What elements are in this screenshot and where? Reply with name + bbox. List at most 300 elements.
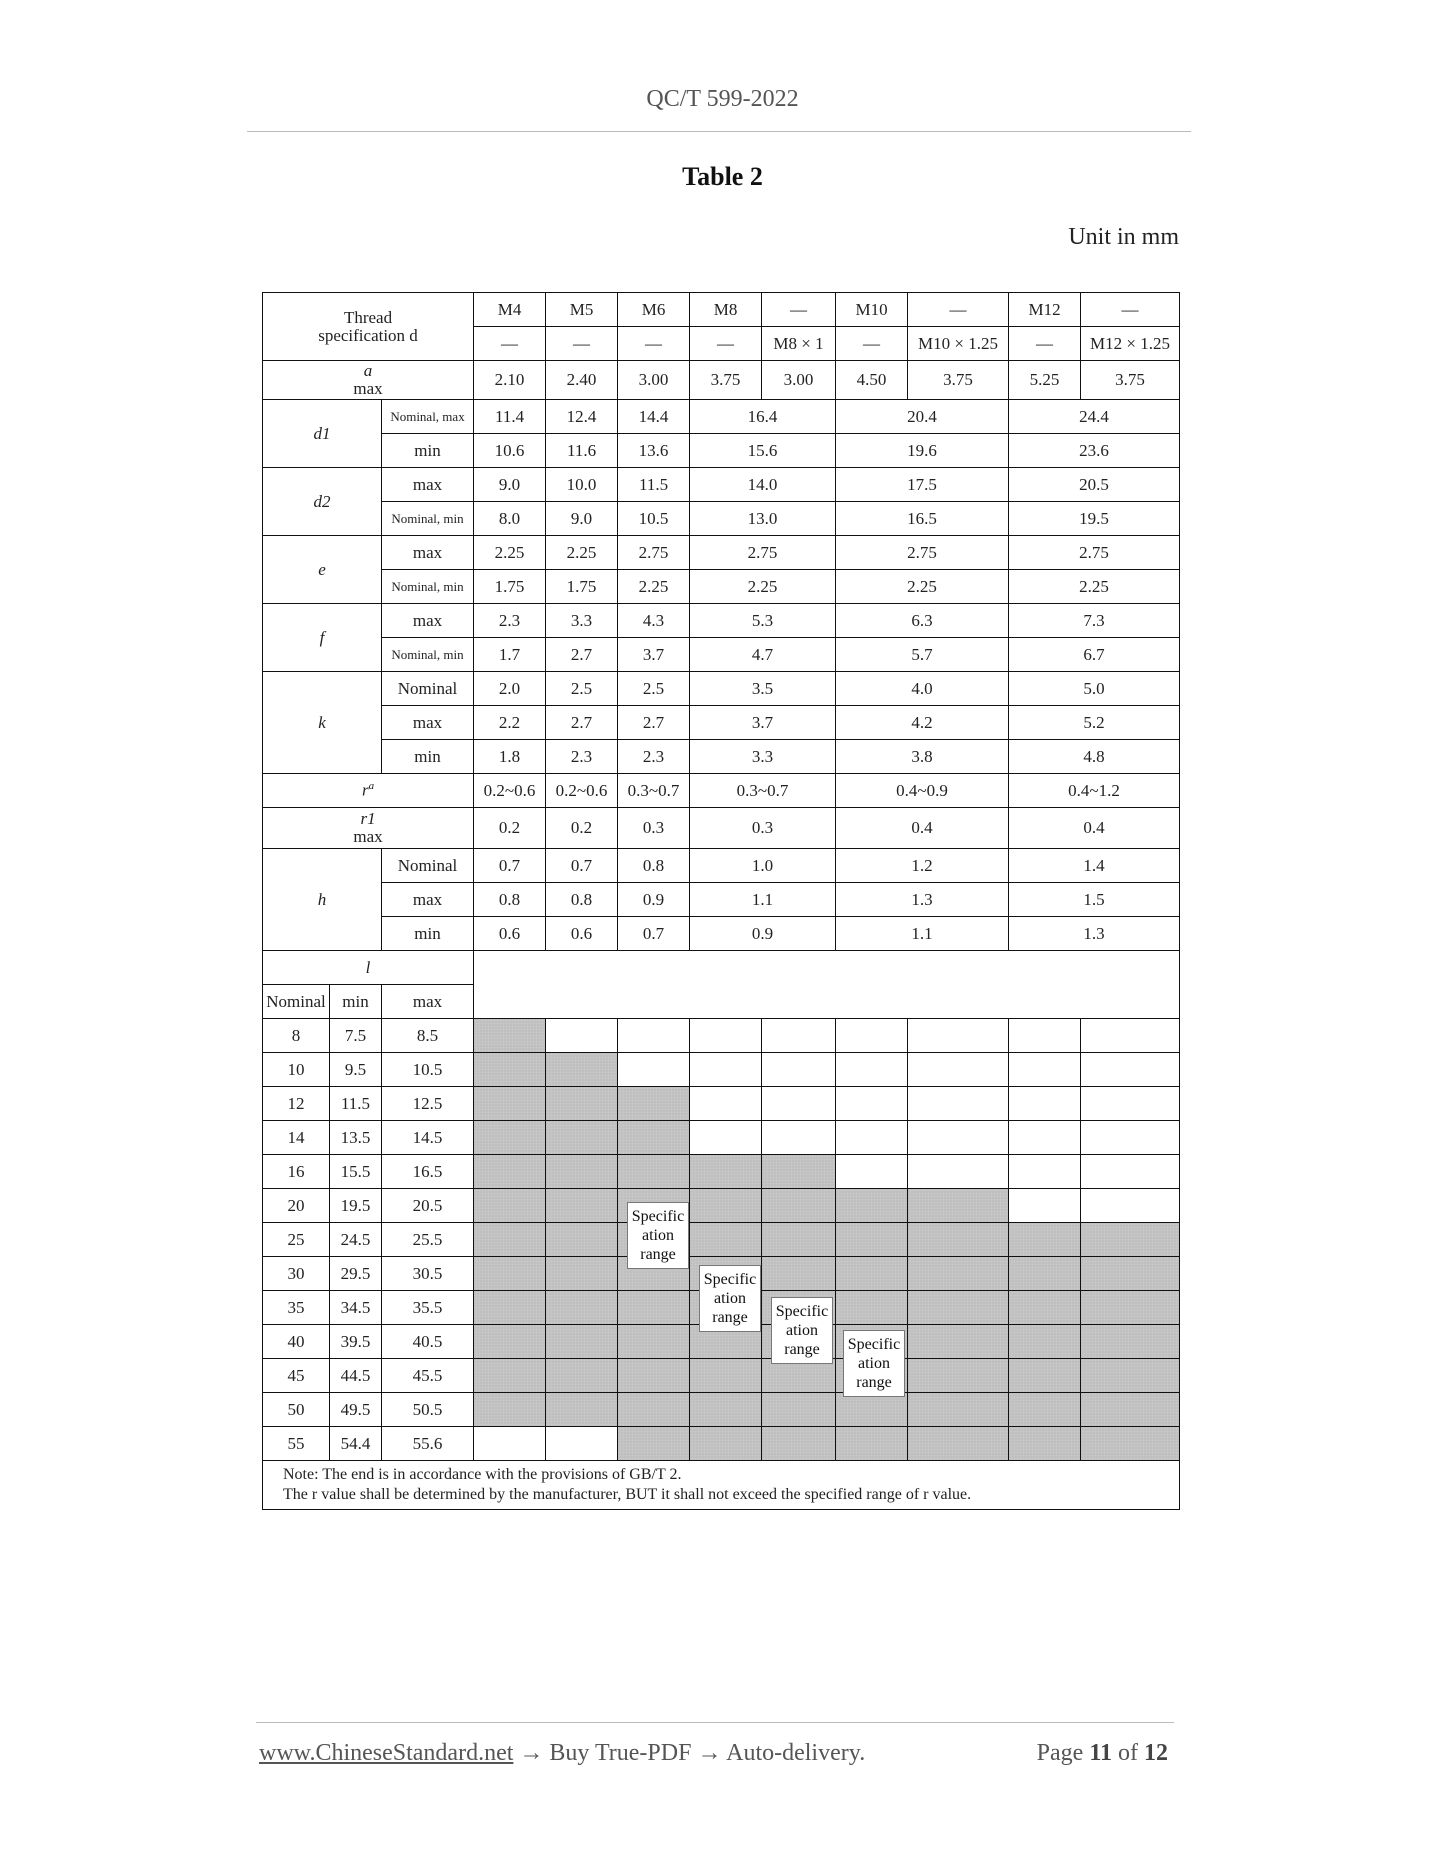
l-min-value: 29.5	[330, 1257, 382, 1291]
e-max-value: 2.25	[546, 536, 618, 570]
length-range-cell	[618, 1427, 690, 1461]
length-range-cell	[690, 1393, 762, 1427]
h-nominal-value: 0.8	[618, 849, 690, 883]
length-range-cell	[474, 1189, 546, 1223]
h-max-value: 0.8	[474, 883, 546, 917]
e-max-value: 2.75	[618, 536, 690, 570]
length-range-cell	[618, 1291, 690, 1325]
k-nominal-value: 4.0	[836, 672, 1009, 706]
length-range-cell	[618, 1325, 690, 1359]
h-min-value: 0.6	[546, 917, 618, 951]
length-row	[263, 1427, 1180, 1461]
length-range-cell	[762, 1393, 836, 1427]
l-max-value: 14.5	[382, 1121, 474, 1155]
d2-max-value: 11.5	[618, 468, 690, 502]
r1-value: 0.2	[474, 808, 546, 849]
length-range-cell	[908, 1325, 1009, 1359]
a-value: 3.75	[1081, 361, 1180, 400]
k-label: k	[263, 672, 382, 774]
length-range-cell	[1009, 1019, 1081, 1053]
thread-coarse-row	[263, 293, 1180, 327]
l-min-value: 7.5	[330, 1019, 382, 1053]
length-range-cell	[1081, 1257, 1180, 1291]
d2-min-value: 9.0	[546, 502, 618, 536]
l-nominal-value: 20	[263, 1189, 330, 1223]
nominal-min-label: Nominal, min	[382, 502, 474, 536]
length-row	[263, 1019, 1180, 1053]
l-max-header: max	[382, 985, 474, 1019]
length-range-cell	[908, 1223, 1009, 1257]
length-range-cell	[474, 1087, 546, 1121]
h-min-value: 0.6	[474, 917, 546, 951]
max-label: max	[382, 468, 474, 502]
length-range-cell	[836, 1189, 908, 1223]
l-nominal-value: 55	[263, 1427, 330, 1461]
length-range-cell	[1081, 1087, 1180, 1121]
d2-max-value: 10.0	[546, 468, 618, 502]
f-min-value: 3.7	[618, 638, 690, 672]
specification-range-label: Specific ation range	[699, 1265, 761, 1332]
length-range-cell	[474, 1121, 546, 1155]
length-range-cell	[1009, 1257, 1081, 1291]
h-nominal-value: 1.0	[690, 849, 836, 883]
f-max-value: 5.3	[690, 604, 836, 638]
k-min-value: 3.3	[690, 740, 836, 774]
length-range-cell	[546, 1257, 618, 1291]
r1-value: 0.2	[546, 808, 618, 849]
k-nominal-value: 2.5	[546, 672, 618, 706]
l-max-value: 8.5	[382, 1019, 474, 1053]
d1-min-value: 10.6	[474, 434, 546, 468]
fine-cell: —	[618, 327, 690, 361]
footer-site-link[interactable]: www.ChineseStandard.net	[259, 1740, 514, 1766]
h-nominal-value: 0.7	[546, 849, 618, 883]
note-row	[263, 1461, 1180, 1510]
r-value: 0.3~0.7	[618, 774, 690, 808]
e-max-value: 2.75	[836, 536, 1009, 570]
a-row	[263, 361, 1180, 400]
k-min-value: 4.8	[1009, 740, 1180, 774]
l-header-row	[263, 951, 1180, 985]
length-range-cell	[1081, 1019, 1180, 1053]
length-range-cell	[1081, 1359, 1180, 1393]
e-min-value: 2.25	[1009, 570, 1180, 604]
e-label: e	[263, 536, 382, 604]
coarse-cell: M6	[618, 293, 690, 327]
d1-max-value: 16.4	[690, 400, 836, 434]
l-max-value: 30.5	[382, 1257, 474, 1291]
max-label: max	[382, 883, 474, 917]
e-min-value: 2.25	[690, 570, 836, 604]
length-range-cell	[908, 1427, 1009, 1461]
length-range-cell	[474, 1325, 546, 1359]
length-range-cell	[836, 1427, 908, 1461]
length-range-cell	[690, 1121, 762, 1155]
d2-min-row	[263, 502, 1180, 536]
footer-left	[259, 1740, 865, 1767]
page-word: Page	[1036, 1740, 1084, 1766]
h-max-value: 1.1	[690, 883, 836, 917]
h-min-value: 0.7	[618, 917, 690, 951]
length-row	[263, 1393, 1180, 1427]
length-range-cell	[762, 1019, 836, 1053]
d1-max-value: 24.4	[1009, 400, 1180, 434]
length-range-cell	[1009, 1393, 1081, 1427]
page-header-code: QC/T 599-2022	[646, 86, 799, 112]
k-nominal-value: 5.0	[1009, 672, 1180, 706]
length-range-cell	[690, 1427, 762, 1461]
h-min-value: 1.3	[1009, 917, 1180, 951]
k-max-value: 5.2	[1009, 706, 1180, 740]
d1-min-value: 11.6	[546, 434, 618, 468]
f-max-row	[263, 604, 1180, 638]
length-range-cell	[762, 1155, 836, 1189]
l-min-value: 54.4	[330, 1427, 382, 1461]
e-max-value: 2.75	[1009, 536, 1180, 570]
l-min-value: 19.5	[330, 1189, 382, 1223]
d2-label: d2	[263, 468, 382, 536]
length-range-cell	[908, 1087, 1009, 1121]
page-number: 11	[1089, 1740, 1112, 1766]
nominal-max-label: Nominal, max	[382, 400, 474, 434]
k-max-row	[263, 706, 1180, 740]
h-nominal-value: 1.2	[836, 849, 1009, 883]
d1-max-value: 20.4	[836, 400, 1009, 434]
r1-symbol: r1	[360, 809, 376, 829]
length-range-cell	[618, 1053, 690, 1087]
page-total: 12	[1144, 1740, 1168, 1766]
a-label-cell	[263, 361, 474, 400]
f-label: f	[263, 604, 382, 672]
length-range-cell	[618, 1087, 690, 1121]
length-range-cell	[836, 1223, 908, 1257]
length-range-cell	[690, 1189, 762, 1223]
f-min-row	[263, 638, 1180, 672]
d2-min-value: 16.5	[836, 502, 1009, 536]
length-range-cell	[1081, 1121, 1180, 1155]
h-min-value: 1.1	[836, 917, 1009, 951]
k-max-value: 4.2	[836, 706, 1009, 740]
length-row	[263, 1223, 1180, 1257]
l-nominal-value: 12	[263, 1087, 330, 1121]
r1-max-label: max	[353, 827, 383, 846]
length-range-cell	[1009, 1223, 1081, 1257]
length-range-cell	[474, 1393, 546, 1427]
length-range-cell	[1009, 1087, 1081, 1121]
d1-max-value: 12.4	[546, 400, 618, 434]
length-range-cell	[546, 1189, 618, 1223]
k-min-row	[263, 740, 1180, 774]
l-nominal-value: 35	[263, 1291, 330, 1325]
nominal-min-label: Nominal, min	[382, 638, 474, 672]
a-symbol: a	[363, 361, 373, 381]
length-range-cell	[474, 1223, 546, 1257]
d1-label: d1	[263, 400, 382, 468]
d2-min-value: 8.0	[474, 502, 546, 536]
k-min-value: 3.8	[836, 740, 1009, 774]
k-max-value: 2.2	[474, 706, 546, 740]
d1-max-value: 14.4	[618, 400, 690, 434]
note-cell	[263, 1461, 1180, 1510]
length-range-cell	[546, 1053, 618, 1087]
d1-max-row	[263, 400, 1180, 434]
length-range-cell	[1009, 1121, 1081, 1155]
a-value: 3.00	[618, 361, 690, 400]
l-min-value: 15.5	[330, 1155, 382, 1189]
l-nominal-value: 8	[263, 1019, 330, 1053]
length-range-cell	[836, 1121, 908, 1155]
dimension-table-container	[262, 292, 1179, 1510]
k-max-value: 2.7	[618, 706, 690, 740]
d1-min-value: 23.6	[1009, 434, 1180, 468]
d2-max-value: 14.0	[690, 468, 836, 502]
length-range-cell	[546, 1087, 618, 1121]
length-range-cell	[1081, 1189, 1180, 1223]
nominal-min-label: Nominal, min	[382, 570, 474, 604]
r1-value: 0.3	[618, 808, 690, 849]
footer-tagline: → Buy True-PDF → Auto-delivery.	[513, 1740, 866, 1766]
length-range-cell	[1081, 1223, 1180, 1257]
f-min-value: 1.7	[474, 638, 546, 672]
r-row	[263, 774, 1180, 808]
l-min-value: 9.5	[330, 1053, 382, 1087]
l-min-value: 11.5	[330, 1087, 382, 1121]
length-range-cell	[762, 1223, 836, 1257]
length-range-cell	[908, 1155, 1009, 1189]
d1-min-value: 13.6	[618, 434, 690, 468]
coarse-cell: M10	[836, 293, 908, 327]
length-range-cell	[474, 1053, 546, 1087]
a-max-label: max	[353, 379, 383, 398]
d1-min-value: 19.6	[836, 434, 1009, 468]
fine-cell: M10 × 1.25	[908, 327, 1009, 361]
max-label: max	[382, 604, 474, 638]
length-range-cell	[690, 1019, 762, 1053]
length-range-cell	[690, 1053, 762, 1087]
h-nominal-row	[263, 849, 1180, 883]
d2-min-value: 13.0	[690, 502, 836, 536]
length-range-cell	[836, 1155, 908, 1189]
length-range-cell	[1081, 1427, 1180, 1461]
length-row	[263, 1121, 1180, 1155]
nominal-label: Nominal	[382, 849, 474, 883]
length-range-cell	[908, 1189, 1009, 1223]
l-min-value: 49.5	[330, 1393, 382, 1427]
l-max-value: 16.5	[382, 1155, 474, 1189]
length-range-cell	[474, 1257, 546, 1291]
length-range-cell	[1009, 1189, 1081, 1223]
unit-label: Unit in mm	[1068, 224, 1179, 250]
k-nominal-value: 2.5	[618, 672, 690, 706]
fine-cell: —	[1009, 327, 1081, 361]
length-range-cell	[1081, 1291, 1180, 1325]
length-range-cell	[546, 1325, 618, 1359]
e-max-value: 2.75	[690, 536, 836, 570]
l-nominal-value: 40	[263, 1325, 330, 1359]
f-max-value: 6.3	[836, 604, 1009, 638]
k-nominal-value: 3.5	[690, 672, 836, 706]
a-value: 3.75	[690, 361, 762, 400]
r1-value: 0.3	[690, 808, 836, 849]
f-max-value: 7.3	[1009, 604, 1180, 638]
length-range-cell	[474, 1019, 546, 1053]
r-value: 0.4~1.2	[1009, 774, 1180, 808]
length-range-cell	[762, 1121, 836, 1155]
e-min-value: 2.25	[618, 570, 690, 604]
h-max-value: 1.3	[836, 883, 1009, 917]
min-label: min	[382, 434, 474, 468]
length-range-cell	[474, 1155, 546, 1189]
length-range-cell	[690, 1087, 762, 1121]
r-value: 0.2~0.6	[474, 774, 546, 808]
l-max-value: 25.5	[382, 1223, 474, 1257]
l-min-value: 24.5	[330, 1223, 382, 1257]
max-label: max	[382, 536, 474, 570]
k-min-value: 2.3	[546, 740, 618, 774]
length-range-cell	[474, 1427, 546, 1461]
length-range-cell	[690, 1359, 762, 1393]
l-nominal-value: 30	[263, 1257, 330, 1291]
h-min-value: 0.9	[690, 917, 836, 951]
footer-divider	[256, 1722, 1174, 1723]
length-range-cell	[618, 1121, 690, 1155]
fine-cell: —	[546, 327, 618, 361]
length-range-cell	[474, 1291, 546, 1325]
length-range-cell	[1009, 1291, 1081, 1325]
coarse-cell: —	[1081, 293, 1180, 327]
r-value: 0.3~0.7	[690, 774, 836, 808]
length-range-cell	[1081, 1393, 1180, 1427]
length-range-cell	[618, 1019, 690, 1053]
h-nominal-value: 0.7	[474, 849, 546, 883]
r1-value: 0.4	[1009, 808, 1180, 849]
h-max-value: 1.5	[1009, 883, 1180, 917]
e-max-value: 2.25	[474, 536, 546, 570]
specification-range-label: Specific ation range	[627, 1202, 689, 1269]
f-max-value: 2.3	[474, 604, 546, 638]
r-symbol: r	[361, 780, 369, 800]
l-nominal-value: 45	[263, 1359, 330, 1393]
e-min-value: 1.75	[474, 570, 546, 604]
r1-value: 0.4	[836, 808, 1009, 849]
length-range-cell	[762, 1257, 836, 1291]
length-range-cell	[836, 1053, 908, 1087]
h-max-row	[263, 883, 1180, 917]
r-value: 0.2~0.6	[546, 774, 618, 808]
l-nominal-value: 10	[263, 1053, 330, 1087]
k-nominal-row	[263, 672, 1180, 706]
f-min-value: 2.7	[546, 638, 618, 672]
length-range-cell	[1081, 1053, 1180, 1087]
thread-spec-label: Thread specification d	[263, 293, 474, 361]
length-range-cell	[762, 1087, 836, 1121]
length-range-cell	[908, 1393, 1009, 1427]
length-rows	[263, 1019, 1180, 1461]
k-max-value: 2.7	[546, 706, 618, 740]
length-range-cell	[836, 1019, 908, 1053]
l-min-header: min	[330, 985, 382, 1019]
coarse-cell: M8	[690, 293, 762, 327]
length-row	[263, 1155, 1180, 1189]
r1-label-cell	[263, 808, 474, 849]
min-label: min	[382, 917, 474, 951]
length-range-cell	[836, 1291, 908, 1325]
length-range-cell	[546, 1359, 618, 1393]
specification-range-label: Specific ation range	[843, 1330, 905, 1397]
k-min-value: 2.3	[618, 740, 690, 774]
length-range-cell	[762, 1053, 836, 1087]
d2-max-value: 20.5	[1009, 468, 1180, 502]
nominal-label: Nominal	[382, 672, 474, 706]
h-label: h	[263, 849, 382, 951]
fine-cell: —	[690, 327, 762, 361]
d2-max-value: 17.5	[836, 468, 1009, 502]
e-min-value: 1.75	[546, 570, 618, 604]
l-nominal-value: 25	[263, 1223, 330, 1257]
length-range-cell	[1009, 1359, 1081, 1393]
length-range-cell	[690, 1155, 762, 1189]
length-range-cell	[546, 1155, 618, 1189]
length-row	[263, 1359, 1180, 1393]
k-min-value: 1.8	[474, 740, 546, 774]
d2-min-value: 10.5	[618, 502, 690, 536]
f-max-value: 3.3	[546, 604, 618, 638]
f-min-value: 5.7	[836, 638, 1009, 672]
length-range-cell	[474, 1359, 546, 1393]
length-range-cell	[908, 1359, 1009, 1393]
k-nominal-value: 2.0	[474, 672, 546, 706]
length-range-cell	[1009, 1053, 1081, 1087]
length-range-cell	[908, 1291, 1009, 1325]
l-min-value: 13.5	[330, 1121, 382, 1155]
d1-max-value: 11.4	[474, 400, 546, 434]
h-max-value: 0.8	[546, 883, 618, 917]
note-line-1: Note: The end is in accordance with the provisions of GB/T 2.	[283, 1466, 682, 1483]
l-label: l	[263, 951, 474, 985]
d2-max-value: 9.0	[474, 468, 546, 502]
length-range-cell	[1081, 1325, 1180, 1359]
fine-cell: M12 × 1.25	[1081, 327, 1180, 361]
k-max-value: 3.7	[690, 706, 836, 740]
h-nominal-value: 1.4	[1009, 849, 1180, 883]
l-nominal-value: 50	[263, 1393, 330, 1427]
a-value: 5.25	[1009, 361, 1081, 400]
coarse-cell: —	[908, 293, 1009, 327]
length-range-cell	[618, 1155, 690, 1189]
note-line-2: The r value shall be determined by the manufacturer, BUT it shall not exceed the specified range of r value.	[283, 1486, 972, 1503]
l-max-value: 12.5	[382, 1087, 474, 1121]
length-range-cell	[762, 1189, 836, 1223]
l-max-value: 40.5	[382, 1325, 474, 1359]
r-label-cell	[263, 774, 474, 808]
length-range-cell	[546, 1019, 618, 1053]
length-range-cell	[836, 1257, 908, 1291]
length-range-cell	[546, 1427, 618, 1461]
l-nominal-value: 16	[263, 1155, 330, 1189]
l-min-value: 34.5	[330, 1291, 382, 1325]
length-range-cell	[1009, 1427, 1081, 1461]
l-nominal-header: Nominal	[263, 985, 330, 1019]
f-min-value: 6.7	[1009, 638, 1180, 672]
fine-cell: —	[474, 327, 546, 361]
a-value: 3.75	[908, 361, 1009, 400]
page-indicator	[1037, 1740, 1168, 1767]
length-range-cell	[908, 1121, 1009, 1155]
length-range-cell	[546, 1223, 618, 1257]
max-label: max	[382, 706, 474, 740]
d1-min-row	[263, 434, 1180, 468]
length-range-cell	[1009, 1155, 1081, 1189]
